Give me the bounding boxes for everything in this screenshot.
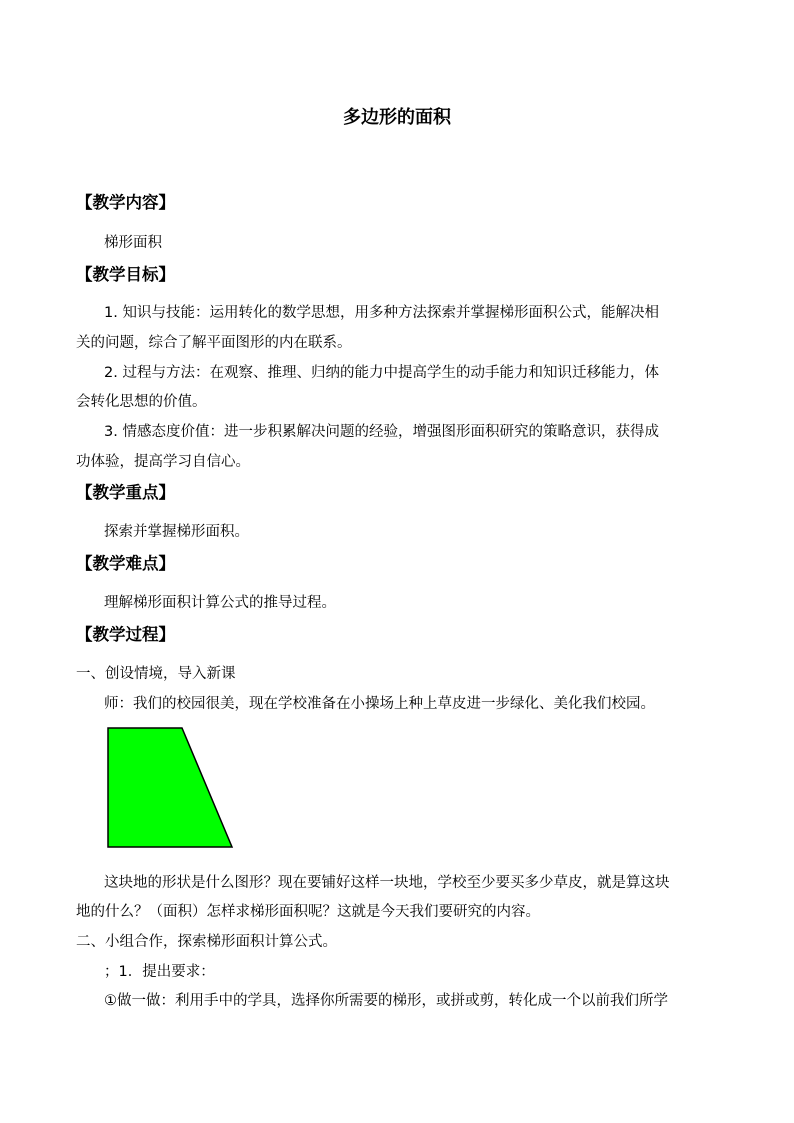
goal-line-1-cont: 关的问题，综合了解平面图形的内在联系。 bbox=[76, 335, 352, 351]
goal-line-2-cont: 会转化思想的价值。 bbox=[76, 394, 207, 410]
goal-line-1: 1. 知识与技能：运用转化的数学思想，用多种方法探索并掌握梯形面积公式，能解决相 bbox=[104, 305, 659, 321]
process-question-line-2: 地的什么？（面积）怎样求梯形面积呢？这就是今天我们要研究的内容。 bbox=[76, 904, 540, 920]
document-title: 多边形的面积 bbox=[343, 107, 451, 128]
trapezoid-shape bbox=[108, 728, 232, 847]
process-section-1-title: 一、创设情境，导入新课 bbox=[76, 666, 236, 682]
key-points-text: 探索并掌握梯形面积。 bbox=[104, 524, 249, 540]
process-teacher-line: 师：我们的校园很美，现在学校准备在小操场上种上草皮进一步绿化、美化我们校园。 bbox=[104, 696, 655, 712]
heading-teaching-goals: 【教学目标】 bbox=[76, 265, 175, 284]
content-text: 梯形面积 bbox=[104, 235, 162, 251]
difficulties-text: 理解梯形面积计算公式的推导过程。 bbox=[104, 595, 336, 611]
process-section-2-title: 二、小组合作，探索梯形面积计算公式。 bbox=[76, 934, 337, 950]
goal-line-3-cont: 功体验，提高学习自信心。 bbox=[76, 454, 250, 470]
process-question-line-1: 这块地的形状是什么图形？现在要铺好这样一块地，学校至少要买多少草皮，就是算这块 bbox=[104, 875, 670, 891]
process-sub-item-1: ；1．提出要求： bbox=[104, 964, 215, 980]
trapezoid-figure bbox=[104, 726, 236, 850]
heading-difficulties: 【教学难点】 bbox=[76, 554, 175, 573]
heading-key-points: 【教学重点】 bbox=[76, 483, 175, 502]
heading-teaching-content: 【教学内容】 bbox=[76, 193, 175, 212]
process-sub-item-1-detail: ①做一做：利用手中的学具，选择你所需要的梯形，或拼或剪，转化成一个以前我们所学 bbox=[104, 993, 668, 1009]
goal-line-3: 3. 情感态度价值：进一步积累解决问题的经验，增强图形面积研究的策略意识，获得成 bbox=[104, 424, 659, 440]
heading-teaching-process: 【教学过程】 bbox=[76, 625, 175, 644]
goal-line-2: 2. 过程与方法：在观察、推理、归纳的能力中提高学生的动手能力和知识迁移能力，体 bbox=[104, 365, 659, 381]
